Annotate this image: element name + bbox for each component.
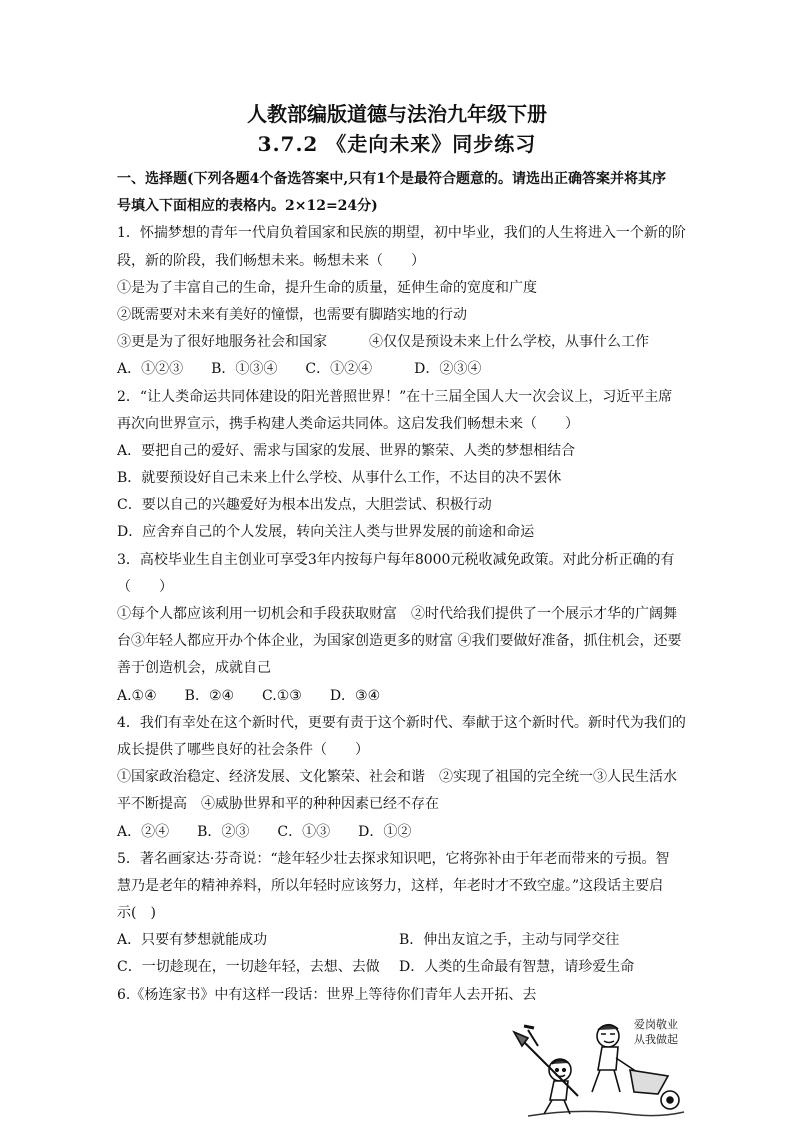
answer-option: C．一切趁现在，一切趁年轻，去想、去做 <box>117 959 380 976</box>
question-line: 慧乃是老年的精神养料，所以年轻时应该努力，这样，年老时才不致空虚。”这段话主要启 <box>117 877 664 894</box>
question-line: 3．高校毕业生自主创业可享受3年内按每户每年8000元税收减免政策。对此分析正确的有 <box>117 551 675 568</box>
answer-option: D．人类的生命最有智慧，请珍爱生命 <box>399 959 635 976</box>
question-line: 6.《杨连家书》中有这样一段话：世界上等待你们青年人去开拓、去 <box>117 986 537 1003</box>
section-header: 号填入下面相应的表格内。2×12=24分) <box>117 198 378 215</box>
question-2 <box>117 384 683 547</box>
question-line: ②既需要对未来有美好的憧憬，也需要有脚踏实地的行动 <box>117 306 467 323</box>
question-4 <box>117 710 686 846</box>
question-line: ③更是为了很好地服务社会和国家 ④仅仅是预设未来上什么学校，从事什么工作 <box>117 334 649 351</box>
question-line: 2．“让人类命运共同体建设的阳光普照世界！”在十三届全国人大一次会议上，习近平主席 <box>117 388 673 405</box>
answer-option: B．伸出友谊之手，主动与同学交往 <box>399 932 620 949</box>
answer-options-row <box>117 927 683 954</box>
question-3 <box>117 547 683 710</box>
question-5 <box>117 846 683 982</box>
answer-option: B．就要预设好自己未来上什么学校、从事什么工作，不达目的决不罢休 <box>117 470 562 487</box>
section-header: 一、选择题(下列各题4个备选答案中,只有1个是最符合题意的。请选出正确答案并将其序 <box>117 171 666 187</box>
question-line: 平不断提高 ④威胁世界和平的种种因素已经不存在 <box>117 796 439 813</box>
document-subtitle: 3.7.2 《走向未来》同步练习 <box>257 132 537 156</box>
question-1 <box>117 220 686 383</box>
question-line: 再次向世界宣示，携手构建人类命运共同体。这启发我们畅想未来（ ） <box>117 415 579 432</box>
question-line: 段，新的阶段，我们畅想未来。畅想未来（ ） <box>117 252 425 269</box>
question-line: 4．我们有幸处在这个新时代，更要有责于这个新时代、奉献于这个新时代。新时代为我们的 <box>117 714 686 731</box>
answer-options: A．①②③ B．①③④ C．①②④ D．②③④ <box>117 361 482 378</box>
answer-option: A．要把自己的爱好、需求与国家的发展、世界的繁荣、人类的梦想相结合 <box>117 442 576 459</box>
question-line: 1．怀揣梦想的青年一代肩负着国家和民族的期望，初中毕业，我们的人生将进入一个新的阶 <box>117 225 686 242</box>
question-6 <box>117 982 683 1009</box>
question-line: 5．著名画家达·芬奇说：“趁年轻少壮去探求知识吧，它将弥补由于年老而带来的亏损。智 <box>117 850 670 867</box>
document-body <box>117 166 686 1009</box>
worker-with-tools <box>514 1026 578 1114</box>
answer-option: A．只要有梦想就能成功 <box>117 932 268 949</box>
answer-option: C．要以自己的兴趣爱好为根本出发点，大胆尝试、积极行动 <box>117 497 492 514</box>
question-line: ①每个人都应该利用一切机会和手段获取财富 ②时代给我们提供了一个展示才华的广阔舞 <box>117 606 677 622</box>
question-line: ①国家政治稳定、经济发展、文化繁荣、社会和谐 ②实现了祖国的完全统一③人民生活水 <box>117 769 677 786</box>
cartoon-illustration <box>508 1008 688 1120</box>
document-title: 人教部编版道德与法治九年级下册 <box>247 102 547 126</box>
question-line: 示( ) <box>117 905 156 922</box>
question-line: 台③年轻人都应开办个体企业，为国家创造更多的财富 ④我们要做好准备，抓住机会，还要 <box>117 633 682 650</box>
question-line: （ ） <box>117 578 173 595</box>
cartoon-sign-line2: 从我做起 <box>634 1033 678 1046</box>
question-line: ①是为了丰富自己的生命，提升生命的质量，延伸生命的宽度和广度 <box>117 279 537 296</box>
answer-options: A.①④ B．②④ C.①③ D．③④ <box>117 687 381 704</box>
answer-options: A．②④ B．②③ C．①③ D．①② <box>117 823 412 840</box>
answer-options-row <box>117 954 683 981</box>
question-line: 成长提供了哪些良好的社会条件（ ） <box>117 741 369 758</box>
answer-option: D．应舍弃自己的个人发展，转向关注人类与世界发展的前途和命运 <box>117 524 535 541</box>
question-line: 善于创造机会，成就自己 <box>117 660 271 677</box>
cartoon-sign-line1: 爱岗敬业 <box>634 1018 678 1031</box>
